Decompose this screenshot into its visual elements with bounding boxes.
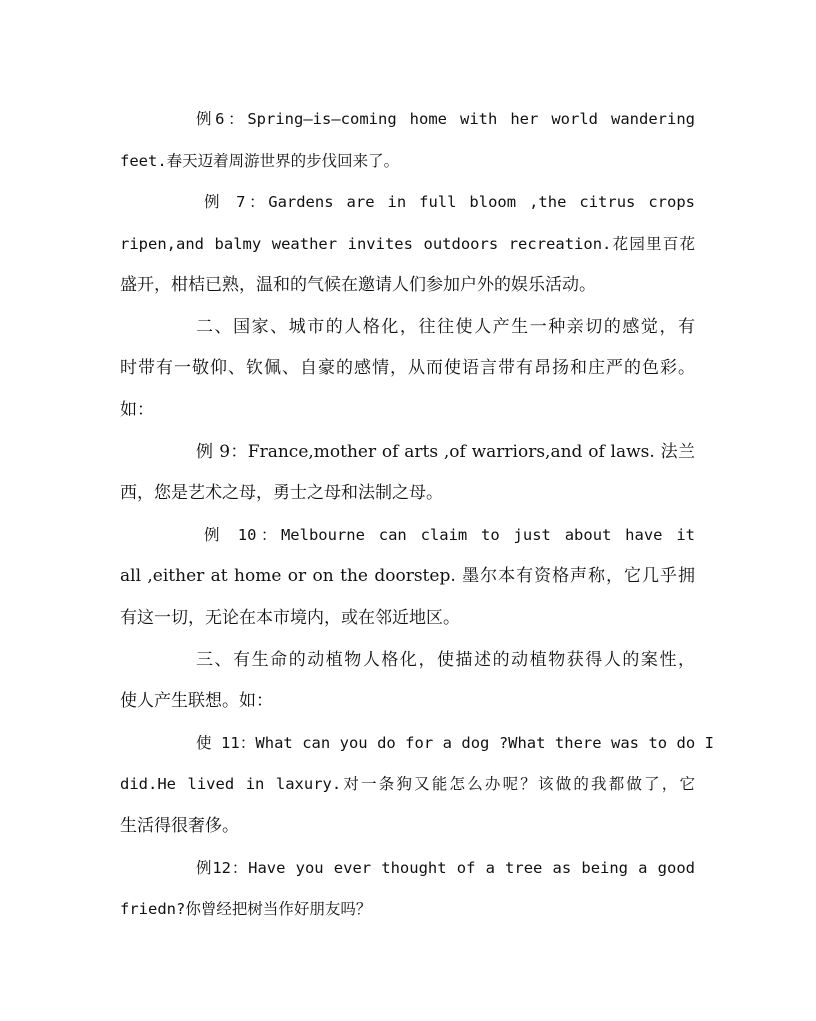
example-11-line-1: 使 11：What can you do for a dog ?What there was to do I bbox=[196, 734, 714, 752]
section-2-line-1: 二、国家、城市的人格化，往往使人产生一种亲切的感觉，有 bbox=[196, 317, 695, 337]
section-2-line-2: 时带有一敬仰、钦佩、自豪的感情，从而使语言带有昂扬和庄严的色彩。 bbox=[120, 358, 695, 378]
section-3-line-2: 使人产生联想。如： bbox=[120, 691, 273, 711]
example-12-line-1: 例12：Have you ever thought of a tree as being a good bbox=[196, 859, 695, 877]
example-10-line-1: 例 10：Melbourne can claim to just about have it bbox=[204, 526, 695, 544]
section-3-line-1: 三、有生命的动植物人格化，使描述的动植物获得人的案性， bbox=[196, 650, 695, 670]
example-7-line-3: 盛开，柑桔已熟，温和的气候在邀请人们参加户外的娱乐活动。 bbox=[120, 275, 596, 295]
example-11-line-2: did.He lived in laxury.对一条狗又能怎么办呢？该做的我都做了，它 bbox=[120, 775, 695, 793]
example-7-line-1: 例 7：Gardens are in full bloom ,the citrus crops bbox=[204, 193, 695, 211]
example-10-line-3: 有这一切，无论在本市境内，或在邻近地区。 bbox=[120, 608, 460, 628]
example-10-line-2: all ,either at home or on the doorstep. 墨尔本有资格声称，它几乎拥 bbox=[120, 566, 695, 586]
example-6-line-1: 例6：Spring—is—coming home with her world wandering bbox=[196, 110, 695, 128]
example-12-line-2: friedn?你曾经把树当作好朋友吗？ bbox=[120, 900, 372, 918]
section-2-line-3: 如： bbox=[120, 400, 154, 420]
example-7-line-2: ripen,and balmy weather invites outdoors recreation.花园里百花 bbox=[120, 235, 695, 253]
example-9-line-1: 例 9：France,mother of arts ,of warriors,and of laws. 法兰 bbox=[196, 442, 695, 462]
example-11-line-3: 生活得很奢侈。 bbox=[120, 816, 239, 836]
example-9-line-2: 西，您是艺术之母，勇士之母和法制之母。 bbox=[120, 483, 443, 503]
example-6-line-2: feet.春天迈着周游世界的步伐回来了。 bbox=[120, 152, 400, 170]
